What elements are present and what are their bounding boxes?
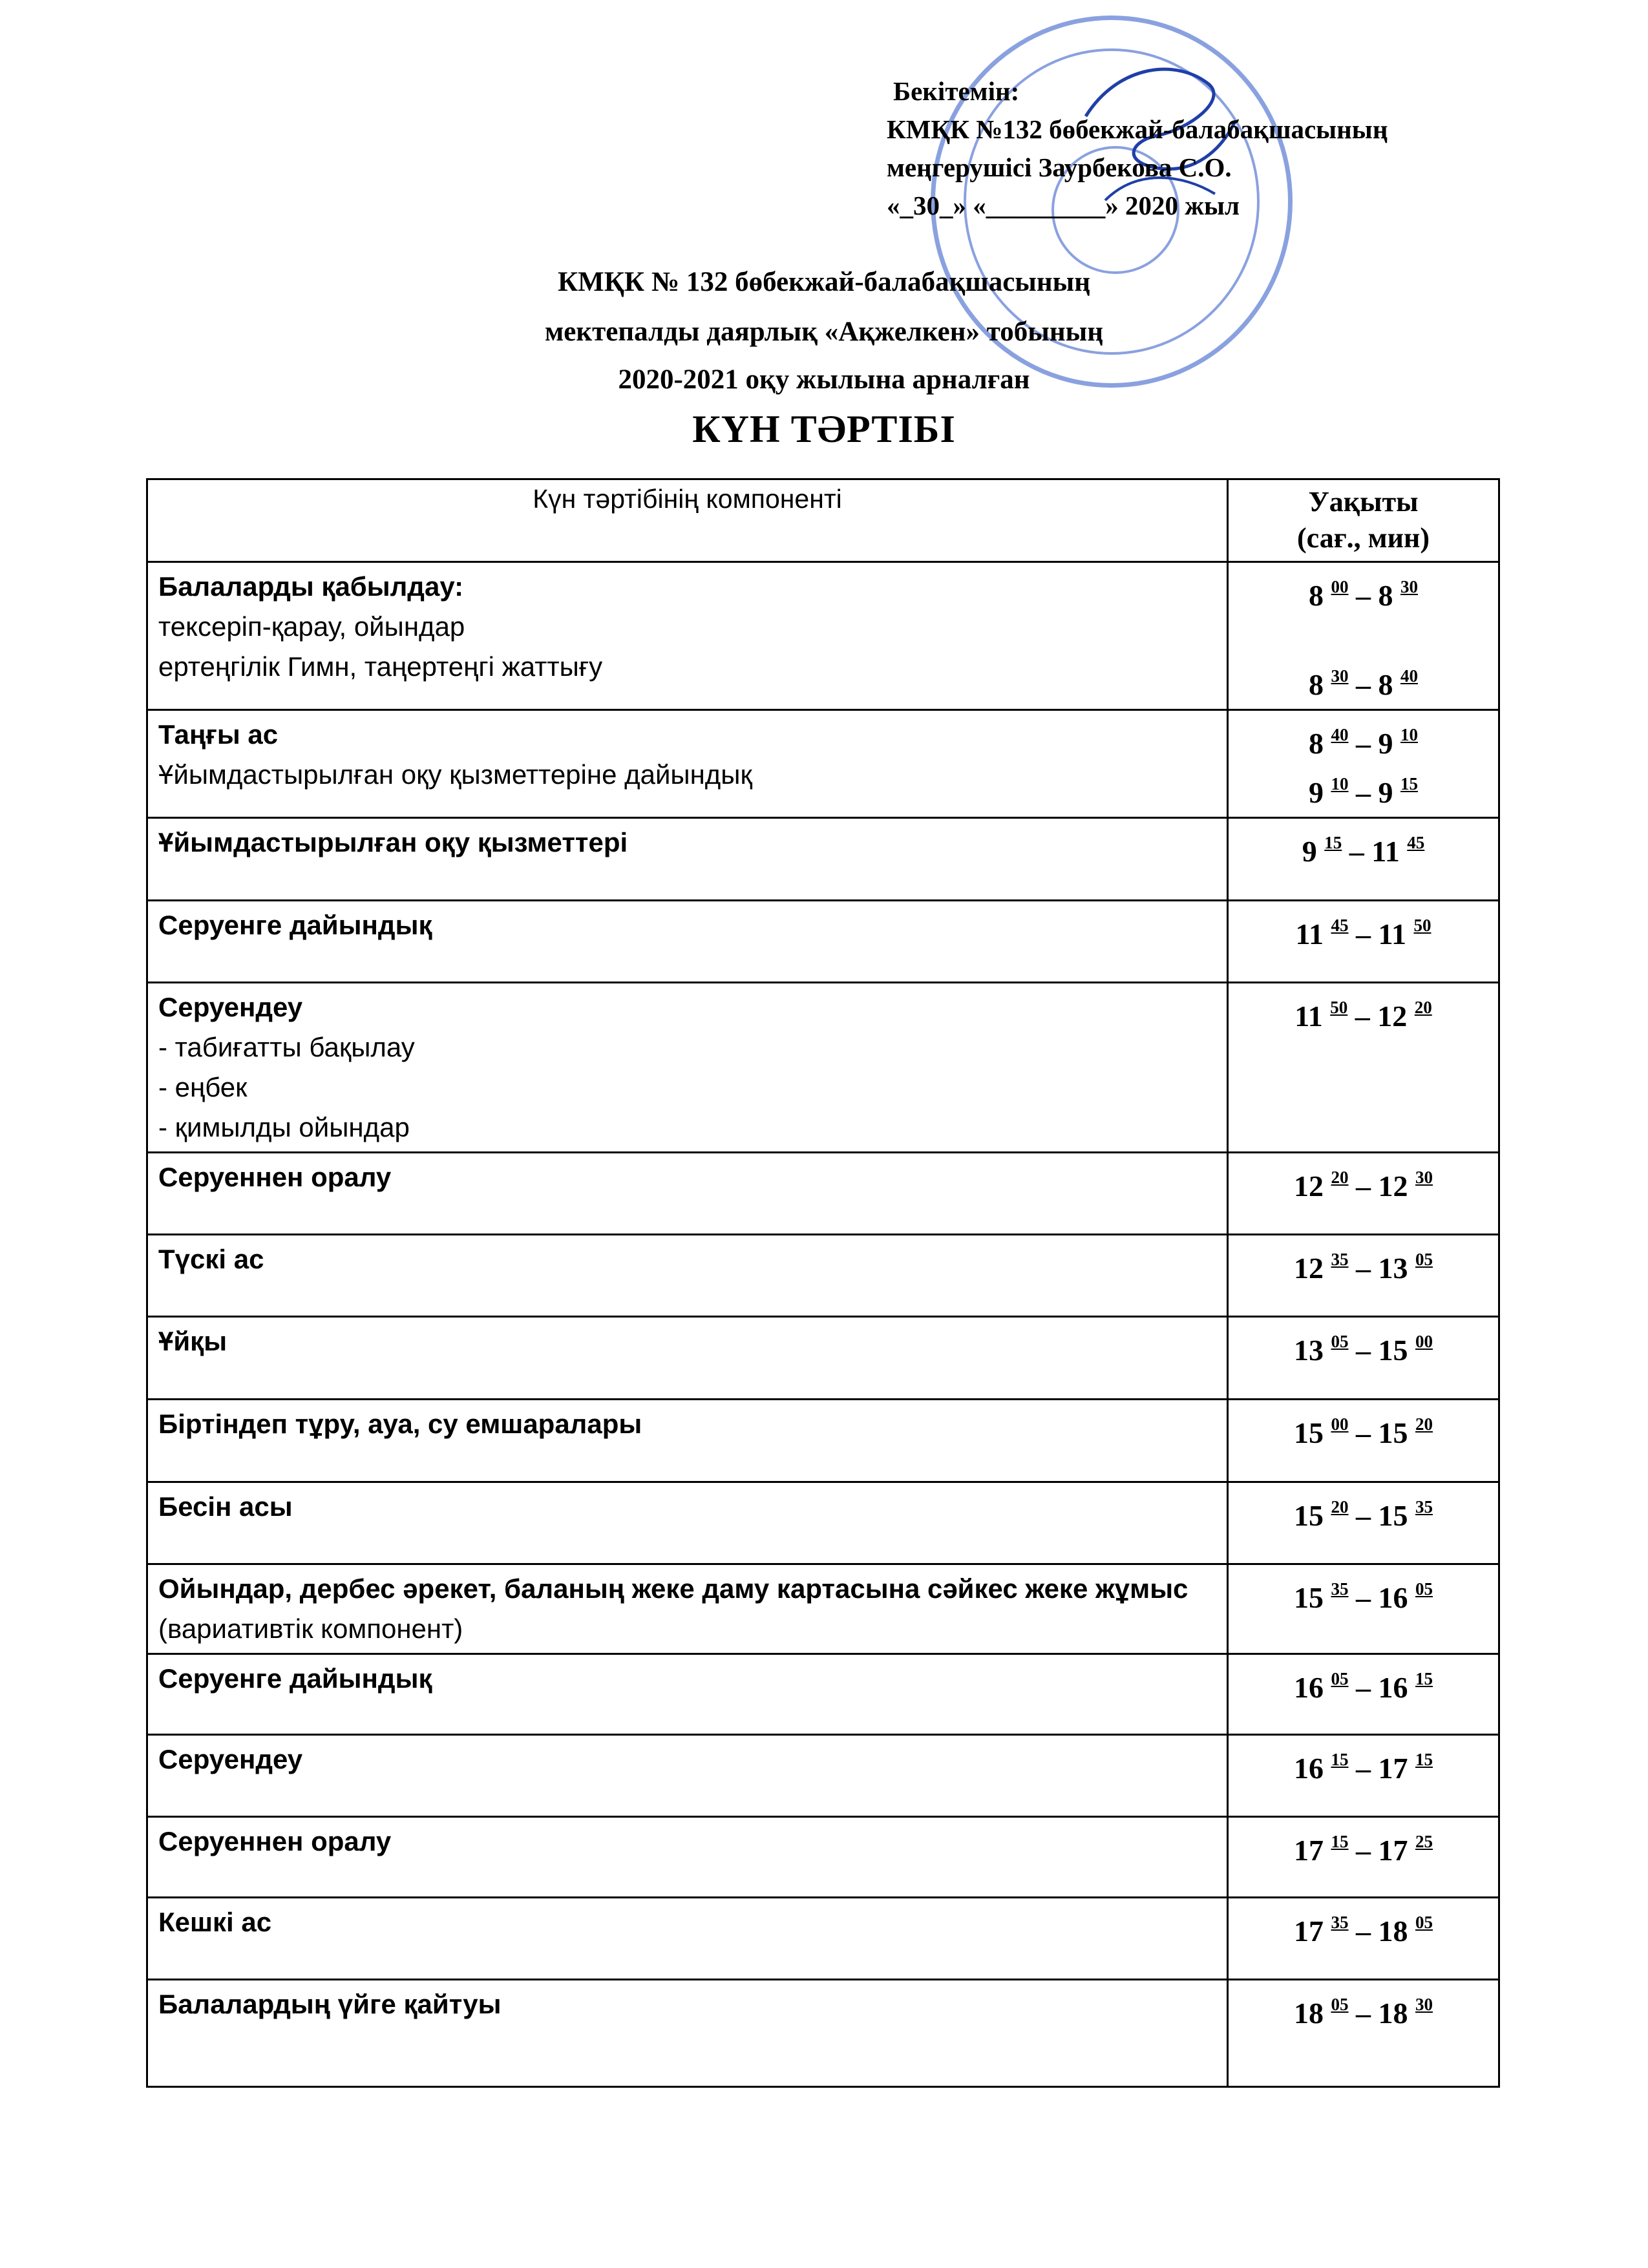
component-cell — [147, 818, 1228, 901]
component-cell — [147, 1564, 1228, 1654]
component-cell — [147, 1400, 1228, 1482]
time-cell — [1228, 1153, 1499, 1235]
time-range: 16 $^{15}$ – 17 $^{15}$ — [1294, 1750, 1433, 1785]
start-hour: 8 — [1309, 727, 1324, 760]
end-hour: 17 — [1378, 1834, 1408, 1867]
start-minutes: 35 — [1331, 1250, 1349, 1269]
time-cell — [1228, 562, 1499, 710]
heading-line-3: 2020-2021 оқу жылына арналған — [618, 364, 1030, 395]
component-main-text: Кешкі ас — [158, 1907, 272, 1937]
time-range: 9 $^{10}$ – 9 $^{15}$ — [1309, 774, 1418, 809]
component-main-text: Таңғы ас — [158, 719, 279, 750]
approval-title: Бекітемін: — [893, 76, 1020, 106]
component-cell — [147, 1898, 1228, 1980]
header-time-line-1: Уақыты — [1308, 486, 1419, 518]
time-range: 12 $^{35}$ – 13 $^{05}$ — [1294, 1250, 1433, 1285]
time-cell — [1228, 1317, 1499, 1400]
start-minutes: 15 — [1324, 833, 1342, 852]
start-hour: 8 — [1309, 579, 1324, 612]
component-main-text: Бесін асы — [158, 1491, 293, 1522]
table-row — [147, 1317, 1499, 1400]
time-range: 15 $^{00}$ – 15 $^{20}$ — [1294, 1414, 1433, 1449]
table-row — [147, 901, 1499, 983]
header-time-line-2: (сағ., мин) — [1296, 522, 1430, 554]
table-row — [147, 1898, 1499, 1980]
time-range: 12 $^{20}$ – 12 $^{30}$ — [1294, 1168, 1433, 1202]
component-sub-item: - еңбек — [158, 1072, 248, 1102]
spacer — [1239, 616, 1488, 656]
component-cell — [147, 1654, 1228, 1735]
component-main-text: Балаларды қабылдау: — [158, 571, 464, 602]
table-row — [147, 710, 1499, 818]
component-main-text: Серуеннен оралу — [158, 1162, 392, 1192]
time-cell — [1228, 901, 1499, 983]
start-minutes: 40 — [1331, 725, 1349, 744]
end-minutes: 30 — [1415, 1995, 1433, 2014]
table-row — [147, 1817, 1499, 1898]
start-minutes: 20 — [1331, 1168, 1349, 1187]
end-hour: 18 — [1378, 1915, 1408, 1948]
heading-line-2: мектепалды даярлық «Ақжелкен» тобының — [544, 317, 1103, 347]
table-row — [147, 562, 1499, 710]
start-minutes: 05 — [1331, 1332, 1349, 1351]
time-cell — [1228, 1400, 1499, 1482]
start-minutes: 00 — [1331, 1414, 1349, 1434]
table-row — [147, 983, 1499, 1153]
start-hour: 11 — [1295, 918, 1324, 950]
start-hour: 15 — [1294, 1416, 1324, 1449]
time-range: 11 $^{45}$ – 11 $^{50}$ — [1295, 916, 1431, 950]
component-main-text: Ойындар, дербес әрекет, баланың жеке даму картасына сәйкес жеке жұмыс — [158, 1573, 1188, 1604]
end-minutes: 00 — [1415, 1332, 1433, 1351]
component-cell — [147, 1317, 1228, 1400]
component-cell — [147, 1980, 1228, 2087]
daily-schedule-table — [146, 478, 1500, 2088]
end-hour: 15 — [1378, 1334, 1408, 1367]
start-minutes: 05 — [1331, 1669, 1349, 1688]
time-range: 17 $^{15}$ – 17 $^{25}$ — [1294, 1832, 1433, 1867]
time-range: 9 $^{15}$ – 11 $^{45}$ — [1302, 833, 1425, 868]
end-hour: 9 — [1378, 776, 1393, 809]
component-cell — [147, 1153, 1228, 1235]
end-minutes: 05 — [1415, 1913, 1433, 1932]
component-cell — [147, 901, 1228, 983]
component-main-text: Біртіндеп тұру, ауа, су емшаралары — [158, 1409, 642, 1439]
end-minutes: 05 — [1415, 1250, 1433, 1269]
end-minutes: 50 — [1413, 916, 1431, 935]
end-minutes: 40 — [1400, 666, 1418, 686]
start-hour: 8 — [1309, 668, 1324, 701]
end-hour: 16 — [1378, 1581, 1408, 1614]
start-hour: 13 — [1294, 1334, 1324, 1367]
time-range: 8 $^{00}$ – 8 $^{30}$ — [1309, 577, 1418, 612]
start-hour: 15 — [1294, 1499, 1324, 1532]
table-row — [147, 1235, 1499, 1317]
table-row — [147, 1153, 1499, 1235]
component-main-text: Түскі ас — [158, 1244, 264, 1274]
end-minutes: 20 — [1414, 998, 1432, 1017]
start-minutes: 35 — [1331, 1579, 1349, 1599]
table-row — [147, 1654, 1499, 1735]
start-minutes: 05 — [1331, 1995, 1349, 2014]
start-minutes: 50 — [1330, 998, 1348, 1017]
start-minutes: 45 — [1331, 916, 1349, 935]
end-hour: 15 — [1378, 1499, 1408, 1532]
end-minutes: 30 — [1400, 577, 1418, 596]
end-minutes: 15 — [1415, 1750, 1433, 1769]
end-hour: 9 — [1378, 727, 1393, 760]
end-minutes: 10 — [1400, 725, 1418, 744]
component-sub-item: ертеңгілік Гимн, таңертеңгі жаттығу — [158, 651, 603, 682]
end-minutes: 15 — [1400, 774, 1418, 793]
end-hour: 12 — [1377, 1000, 1408, 1033]
component-sub-item: тексеріп-қарау, ойындар — [158, 611, 465, 642]
time-range: 15 $^{20}$ – 15 $^{35}$ — [1294, 1497, 1433, 1532]
component-cell — [147, 710, 1228, 818]
time-range: 15 $^{35}$ – 16 $^{05}$ — [1294, 1579, 1433, 1614]
start-minutes: 30 — [1331, 666, 1349, 686]
time-range: 11 $^{50}$ – 12 $^{20}$ — [1294, 998, 1432, 1033]
table-row — [147, 1482, 1499, 1564]
time-cell — [1228, 710, 1499, 818]
end-minutes: 35 — [1415, 1497, 1433, 1517]
time-cell — [1228, 1735, 1499, 1817]
time-cell — [1228, 1817, 1499, 1898]
table-row — [147, 1980, 1499, 2087]
table-header-row — [147, 479, 1499, 562]
component-main-text: Ұйымдастырылған оқу қызметтері — [158, 827, 628, 857]
start-hour: 12 — [1294, 1252, 1324, 1285]
end-minutes: 15 — [1415, 1669, 1433, 1688]
end-hour: 13 — [1378, 1252, 1408, 1285]
time-range: 8 $^{30}$ – 8 $^{40}$ — [1309, 666, 1418, 701]
time-range: 13 $^{05}$ – 15 $^{00}$ — [1294, 1332, 1433, 1367]
component-main-text: Ұйқы — [158, 1326, 227, 1356]
time-range: 18 $^{05}$ – 18 $^{30}$ — [1294, 1995, 1433, 2030]
start-hour: 18 — [1294, 1997, 1324, 2030]
table-row — [147, 1564, 1499, 1654]
end-minutes: 30 — [1415, 1168, 1433, 1187]
component-note: (вариативтік компонент) — [158, 1613, 463, 1644]
approval-line-3: «_30_» «_________» 2020 жыл — [887, 191, 1240, 220]
approval-line-1: КМҚК №132 бөбекжай-балабақшасының — [887, 114, 1388, 144]
time-range: 17 $^{35}$ – 18 $^{05}$ — [1294, 1913, 1433, 1948]
end-hour: 17 — [1378, 1752, 1408, 1785]
component-main-text: Серуенге дайындық — [158, 910, 432, 940]
header-component: Күн тәртібінің компоненті — [147, 479, 1228, 562]
end-minutes: 05 — [1415, 1579, 1433, 1599]
table-row — [147, 1735, 1499, 1817]
start-hour: 9 — [1309, 776, 1324, 809]
component-cell — [147, 1235, 1228, 1317]
start-hour: 12 — [1294, 1170, 1324, 1202]
component-cell — [147, 1817, 1228, 1898]
header-time — [1228, 479, 1499, 562]
approval-line-2: меңгерушісі Заурбекова С.О. — [887, 152, 1232, 182]
component-main-text: Серуеннен оралу — [158, 1826, 392, 1856]
start-minutes: 15 — [1331, 1832, 1349, 1851]
table-row — [147, 818, 1499, 901]
start-minutes: 20 — [1331, 1497, 1349, 1517]
start-hour: 16 — [1294, 1752, 1324, 1785]
time-cell — [1228, 818, 1499, 901]
end-hour: 16 — [1378, 1671, 1408, 1704]
start-hour: 9 — [1302, 835, 1317, 868]
end-hour: 8 — [1378, 579, 1393, 612]
approval-block — [887, 72, 1388, 225]
end-minutes: 45 — [1407, 833, 1425, 852]
component-sub-item: - қимылды ойындар — [158, 1112, 410, 1142]
component-cell — [147, 562, 1228, 710]
start-hour: 17 — [1294, 1834, 1324, 1867]
time-cell — [1228, 1980, 1499, 2087]
start-hour: 11 — [1294, 1000, 1323, 1033]
time-range: 8 $^{40}$ – 9 $^{10}$ — [1309, 725, 1418, 760]
component-sub-item: - табиғатты бақылау — [158, 1032, 415, 1062]
end-hour: 11 — [1371, 835, 1400, 868]
time-cell — [1228, 1482, 1499, 1564]
time-cell — [1228, 1235, 1499, 1317]
component-main-text: Серуенге дайындық — [158, 1663, 432, 1694]
component-cell — [147, 983, 1228, 1153]
start-minutes: 10 — [1331, 774, 1349, 793]
component-cell — [147, 1735, 1228, 1817]
end-minutes: 25 — [1415, 1832, 1433, 1851]
heading-line-1: КМҚК № 132 бөбекжай-балабақшасының — [557, 267, 1090, 297]
component-main-text: Серуендеу — [158, 992, 303, 1022]
time-range: 16 $^{05}$ – 16 $^{15}$ — [1294, 1669, 1433, 1704]
time-cell — [1228, 1654, 1499, 1735]
end-hour: 18 — [1378, 1997, 1408, 2030]
start-minutes: 35 — [1331, 1913, 1349, 1932]
start-hour: 17 — [1294, 1915, 1324, 1948]
component-main-text: Серуендеу — [158, 1744, 303, 1774]
page-title: КҮН ТӘРТІБІ — [692, 408, 956, 450]
end-minutes: 20 — [1415, 1414, 1433, 1434]
start-minutes: 15 — [1331, 1750, 1349, 1769]
table-row — [147, 1400, 1499, 1482]
time-cell — [1228, 1898, 1499, 1980]
component-cell — [147, 1482, 1228, 1564]
time-cell — [1228, 983, 1499, 1153]
end-hour: 11 — [1378, 918, 1406, 950]
end-hour: 12 — [1378, 1170, 1408, 1202]
end-hour: 15 — [1378, 1416, 1408, 1449]
component-sub-item: Ұйымдастырылған оқу қызметтеріне дайындық — [158, 759, 752, 790]
start-hour: 16 — [1294, 1671, 1324, 1704]
start-hour: 15 — [1294, 1581, 1324, 1614]
component-main-text: Балалардың үйге қайтуы — [158, 1989, 502, 2019]
start-minutes: 00 — [1331, 577, 1349, 596]
end-hour: 8 — [1378, 668, 1393, 701]
time-cell — [1228, 1564, 1499, 1654]
